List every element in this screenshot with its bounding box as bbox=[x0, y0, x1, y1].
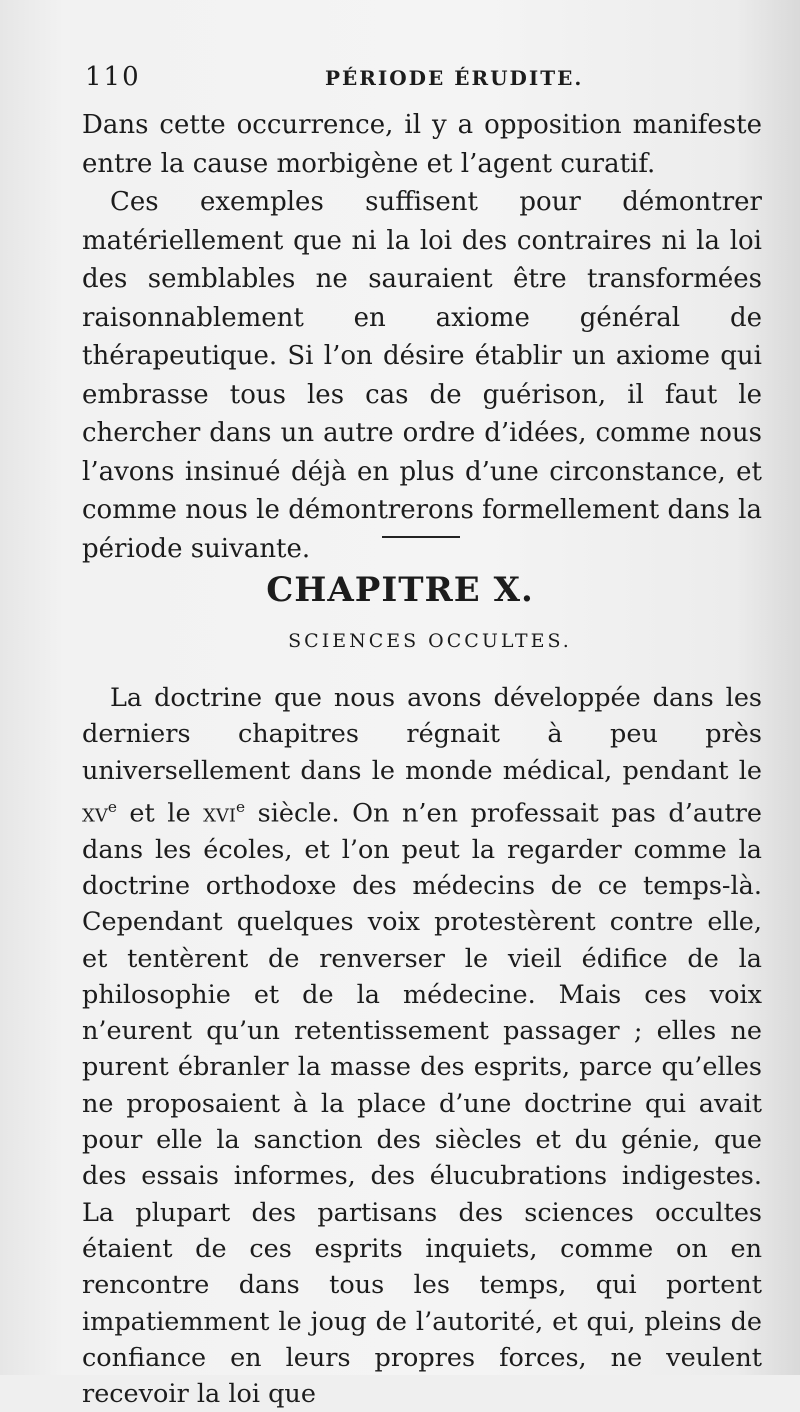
paragraph-3-text-mid: et le bbox=[116, 798, 204, 829]
section-divider bbox=[382, 536, 460, 538]
page-number: 110 bbox=[85, 62, 141, 92]
paragraph-3-text-start: La doctrine que nous avons développée dans les derniers chapitres régnait à peu près universellement dans le monde médical, pendant le bbox=[82, 683, 762, 786]
century-suffix-16: e bbox=[236, 797, 246, 816]
chapter-title: CHAPITRE X. bbox=[266, 570, 534, 610]
century-suffix-15: e bbox=[107, 797, 117, 816]
page-header bbox=[85, 62, 765, 102]
paragraph-1: Dans cette occurrence, il y a opposition manifeste entre la cause morbigène et l’agent curatif. bbox=[82, 110, 762, 179]
chapter-subtitle: SCIENCES OCCULTES. bbox=[288, 630, 572, 652]
century-numeral-15: xv bbox=[82, 798, 108, 829]
century-numeral-16: xvi bbox=[203, 798, 237, 829]
paragraph-3 bbox=[82, 680, 762, 1412]
paragraph-3-text-end: siècle. On n’en professait pas d’autre dans les écoles, et l’on peut la regarder comme la doctrine orthodoxe des médecins de ce temps-là. Cependant quelques voix protestèrent contre elle, et tentèrent de renverser le vieil édifice de la philosophie et de la médecine. Mais ces voix n’eurent qu’un retentissement passager ; elles ne purent ébranler la masse des esprits, parce qu’elles ne proposaient à la place d’une doctrine qui avait pour elle la sanction des siècles et du génie, que des essais informes, des élucubrations indigestes. La plupart des partisans des sciences occultes étaient de ces esprits inquiets, comme on en rencontre dans tous les temps, qui portent impatiemment le joug de l’autorité, et qui, pleins de confiance en leurs propres forces, ne veulent recevoir la loi que bbox=[82, 798, 763, 1410]
running-title: PÉRIODE ÉRUDITE. bbox=[325, 66, 584, 90]
paragraph-2: Ces exemples suffisent pour démontrer matériellement que ni la loi des contraires ni la loi des semblables ne sauraient être transformées raisonnablement en axiome général de thérapeutique. Si l’on désire établir un axiome qui embrasse tous les cas de guérison, il faut le chercher dans un autre ordre d’idées, comme nous l’avons insinué déjà en plus d’une circonstance, et comme nous le démontrerons formellement dans la période suivante. bbox=[82, 187, 762, 564]
